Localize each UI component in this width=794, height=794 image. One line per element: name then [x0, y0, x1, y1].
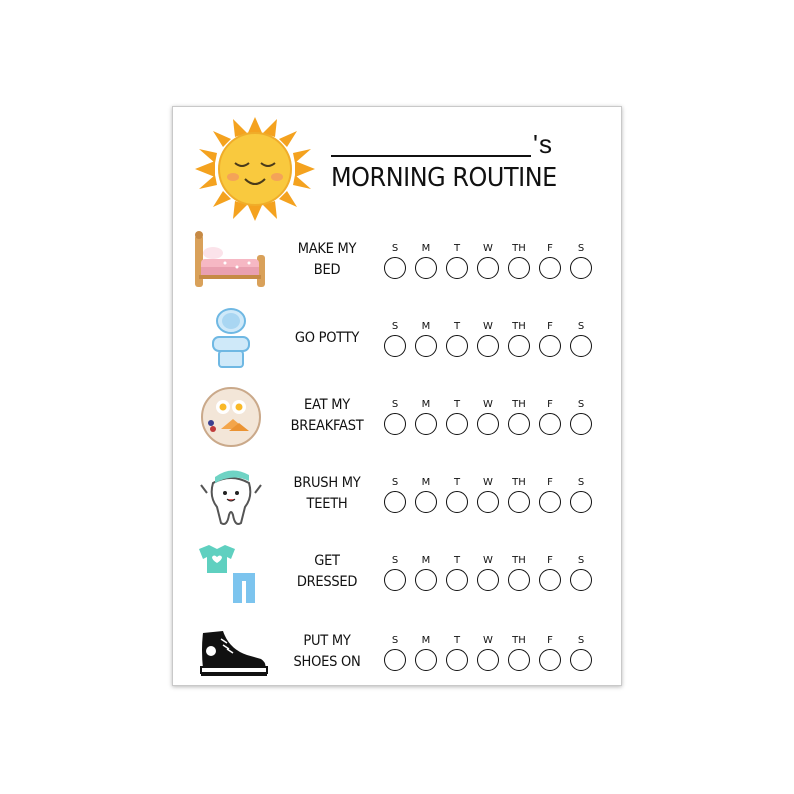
day-checkbox-circle[interactable] [570, 491, 592, 513]
task-label [282, 381, 372, 451]
task-label-line: TEETH [306, 496, 348, 512]
day-letter: M [421, 555, 431, 566]
day-letter: T [453, 555, 461, 566]
day-column [445, 555, 469, 591]
day-checkbox-circle[interactable] [384, 257, 406, 279]
task-label [282, 537, 372, 607]
day-letter: S [577, 321, 585, 332]
day-letter: W [483, 243, 493, 254]
day-column [538, 635, 562, 671]
day-column [383, 635, 407, 671]
day-checkbox-circle[interactable] [477, 649, 499, 671]
day-column [538, 399, 562, 435]
day-column [507, 555, 531, 591]
day-checkbox-circle[interactable] [415, 649, 437, 671]
day-checkbox-circle[interactable] [508, 649, 530, 671]
day-letter: W [483, 477, 493, 488]
task-row [173, 303, 621, 373]
day-checkbox-circle[interactable] [446, 491, 468, 513]
task-label-line: GET [314, 553, 340, 569]
day-checkbox-circle[interactable] [384, 413, 406, 435]
day-checkbox-circle[interactable] [508, 413, 530, 435]
day-column [414, 477, 438, 513]
day-column [383, 477, 407, 513]
day-letter: W [483, 555, 493, 566]
day-column [507, 321, 531, 357]
day-letter: TH [512, 555, 526, 566]
day-column [476, 555, 500, 591]
day-checkbox-circle[interactable] [477, 257, 499, 279]
day-column [414, 243, 438, 279]
day-checkbox-circle[interactable] [477, 335, 499, 357]
day-checkbox-circle[interactable] [384, 649, 406, 671]
day-checkbox-circle[interactable] [415, 257, 437, 279]
day-checkbox-circle[interactable] [508, 335, 530, 357]
day-letter: F [547, 635, 553, 646]
day-checkbox-circle[interactable] [570, 257, 592, 279]
day-letter: F [547, 321, 553, 332]
day-letter: W [483, 399, 493, 410]
day-letter: F [547, 477, 553, 488]
day-checkbox-circle[interactable] [570, 335, 592, 357]
day-letter: T [453, 477, 461, 488]
task-label-line: BREAKFAST [290, 418, 364, 434]
day-checkbox-circle[interactable] [570, 413, 592, 435]
day-checkbox-circle[interactable] [446, 413, 468, 435]
task-row [173, 537, 621, 607]
name-suffix: 's [533, 129, 553, 159]
day-column [507, 635, 531, 671]
sneaker-icon [191, 621, 271, 685]
task-label [282, 225, 372, 295]
day-column [569, 635, 593, 671]
name-blank-line [331, 129, 531, 157]
day-column [476, 399, 500, 435]
day-checkbox-circle[interactable] [384, 569, 406, 591]
day-column [569, 555, 593, 591]
day-checkbox-circle[interactable] [508, 569, 530, 591]
task-row [173, 381, 621, 451]
day-column [445, 477, 469, 513]
day-letter: T [453, 243, 461, 254]
day-checkbox-circle[interactable] [415, 569, 437, 591]
day-column [445, 243, 469, 279]
day-letter: W [483, 321, 493, 332]
day-checkbox-circle[interactable] [570, 569, 592, 591]
day-letter: S [577, 243, 585, 254]
clothes-icon [191, 541, 271, 605]
day-checkbox-circle[interactable] [539, 569, 561, 591]
day-checkbox-circle[interactable] [446, 335, 468, 357]
day-column [538, 321, 562, 357]
tooth-icon [191, 463, 271, 527]
task-label-line: EAT MY [304, 397, 350, 413]
task-label-line: BED [313, 262, 341, 278]
day-column [538, 477, 562, 513]
day-letter: F [547, 243, 553, 254]
day-column [476, 477, 500, 513]
breakfast-plate-icon [191, 385, 271, 449]
task-row [173, 617, 621, 687]
day-checkbox-circle[interactable] [384, 335, 406, 357]
day-checkbox-circle[interactable] [508, 491, 530, 513]
day-letter: S [391, 477, 399, 488]
task-label-line: GO POTTY [294, 329, 360, 346]
day-column [414, 635, 438, 671]
day-letter: TH [512, 321, 526, 332]
day-letter: S [391, 321, 399, 332]
day-column [569, 477, 593, 513]
day-column [538, 555, 562, 591]
day-column [569, 243, 593, 279]
day-letter: M [421, 635, 431, 646]
day-letter: TH [512, 243, 526, 254]
day-checkbox-circle[interactable] [539, 491, 561, 513]
name-line [331, 123, 591, 157]
day-letter: S [391, 635, 399, 646]
day-checklist [383, 321, 593, 357]
day-column [569, 399, 593, 435]
task-label-line: DRESSED [296, 574, 358, 590]
task-label-line: MAKE MY [297, 241, 357, 257]
day-letter: S [391, 555, 399, 566]
task-label [282, 617, 372, 687]
task-label [282, 459, 372, 529]
day-column [383, 399, 407, 435]
day-letter: T [453, 635, 461, 646]
day-checkbox-circle[interactable] [477, 569, 499, 591]
day-letter: F [547, 555, 553, 566]
day-letter: S [577, 555, 585, 566]
day-column [476, 243, 500, 279]
day-checkbox-circle[interactable] [415, 335, 437, 357]
task-label-line: BRUSH MY [293, 475, 361, 491]
day-checklist [383, 477, 593, 513]
day-letter: M [421, 477, 431, 488]
day-column [476, 321, 500, 357]
day-checkbox-circle[interactable] [446, 257, 468, 279]
day-checkbox-circle[interactable] [415, 413, 437, 435]
day-letter: M [421, 243, 431, 254]
day-column [507, 243, 531, 279]
day-column [414, 399, 438, 435]
day-letter: S [391, 243, 399, 254]
day-checkbox-circle[interactable] [415, 491, 437, 513]
day-checklist [383, 399, 593, 435]
day-column [445, 635, 469, 671]
day-letter: S [577, 477, 585, 488]
routine-chart-sheet [172, 106, 622, 686]
day-checkbox-circle[interactable] [384, 491, 406, 513]
day-column [476, 635, 500, 671]
day-column [383, 555, 407, 591]
day-column [414, 555, 438, 591]
page-title: MORNING ROUTINE [331, 163, 557, 193]
day-letter: M [421, 321, 431, 332]
day-checkbox-circle[interactable] [539, 413, 561, 435]
task-label-line: SHOES ON [293, 654, 361, 670]
day-letter: T [453, 321, 461, 332]
day-column [507, 477, 531, 513]
day-letter: W [483, 635, 493, 646]
day-letter: TH [512, 635, 526, 646]
day-checkbox-circle[interactable] [508, 257, 530, 279]
bed-icon [191, 229, 271, 293]
day-checkbox-circle[interactable] [539, 257, 561, 279]
day-letter: S [577, 635, 585, 646]
day-letter: S [391, 399, 399, 410]
day-checkbox-circle[interactable] [446, 569, 468, 591]
day-column [414, 321, 438, 357]
day-checkbox-circle[interactable] [570, 649, 592, 671]
day-letter: F [547, 399, 553, 410]
day-letter: TH [512, 399, 526, 410]
day-checklist [383, 635, 593, 671]
day-column [538, 243, 562, 279]
toilet-icon [191, 307, 271, 371]
task-label-line: PUT MY [303, 633, 351, 649]
day-letter: M [421, 399, 431, 410]
day-checkbox-circle[interactable] [477, 413, 499, 435]
day-column [383, 243, 407, 279]
day-column [569, 321, 593, 357]
day-checkbox-circle[interactable] [446, 649, 468, 671]
task-row [173, 459, 621, 529]
day-checkbox-circle[interactable] [539, 649, 561, 671]
day-column [445, 321, 469, 357]
day-checklist [383, 243, 593, 279]
day-checkbox-circle[interactable] [539, 335, 561, 357]
day-column [507, 399, 531, 435]
day-checklist [383, 555, 593, 591]
task-label [282, 303, 372, 373]
day-checkbox-circle[interactable] [477, 491, 499, 513]
sun-icon [193, 115, 323, 223]
day-column [445, 399, 469, 435]
day-letter: T [453, 399, 461, 410]
day-column [383, 321, 407, 357]
task-row [173, 225, 621, 295]
day-letter: TH [512, 477, 526, 488]
day-letter: S [577, 399, 585, 410]
title-block [331, 123, 591, 193]
